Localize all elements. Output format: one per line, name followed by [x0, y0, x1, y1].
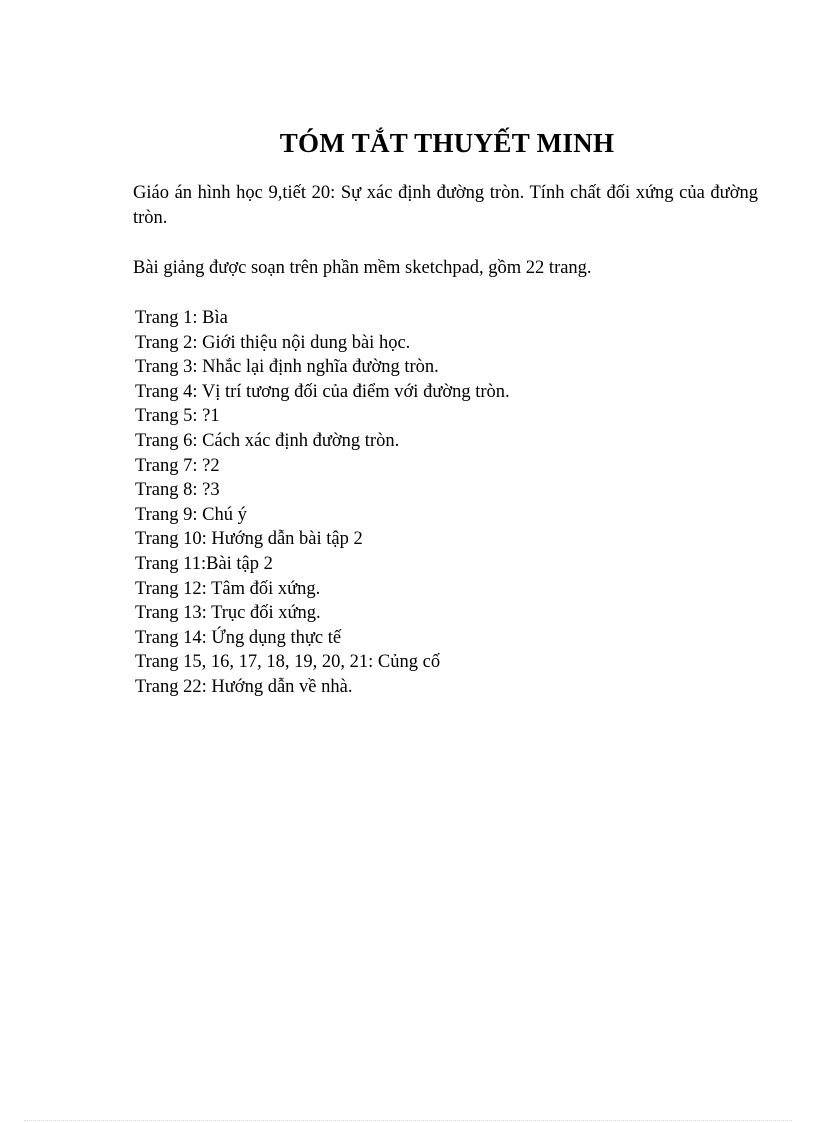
list-item: Trang 12: Tâm đối xứng.: [135, 578, 321, 599]
list-item: Trang 2: Giới thiệu nội dung bài học.: [135, 332, 411, 353]
list-item: Trang 8: ?3: [135, 480, 220, 501]
list-item: Trang 5: ?1: [135, 406, 220, 427]
summary-paragraph: Bài giảng được soạn trên phần mềm sketchpad, gồm 22 trang.: [133, 258, 592, 278]
intro-paragraph: Giáo án hình học 9,tiết 20: Sự xác định đường tròn. Tính chất đối xứng của đường tròn.: [133, 183, 758, 228]
list-item: Trang 22: Hướng dẫn về nhà.: [135, 676, 353, 697]
list-item: Trang 3: Nhắc lại định nghĩa đường tròn.: [135, 357, 439, 378]
list-item: Trang 6: Cách xác định đường tròn.: [135, 430, 400, 451]
list-item: Trang 15, 16, 17, 18, 19, 20, 21: Củng cố: [135, 652, 441, 673]
list-item: Trang 7: ?2: [135, 455, 220, 476]
list-item: Trang 11:Bài tập 2: [135, 553, 273, 574]
page-list: [135, 306, 510, 700]
list-item: Trang 1: Bìa: [135, 308, 228, 328]
list-item: Trang 9: Chú ý: [135, 504, 247, 525]
list-item: Trang 4: Vị trí tương đối của điểm với đường tròn.: [135, 381, 510, 402]
list-item: Trang 13: Trục đối xứng.: [135, 603, 321, 624]
page-bottom-divider: [24, 1120, 792, 1121]
list-item: Trang 10: Hướng dẫn bài tập 2: [135, 529, 363, 550]
document-title: TÓM TẮT THUYẾT MINH: [279, 128, 615, 158]
list-item: Trang 14: Ứng dụng thực tế: [135, 627, 342, 648]
